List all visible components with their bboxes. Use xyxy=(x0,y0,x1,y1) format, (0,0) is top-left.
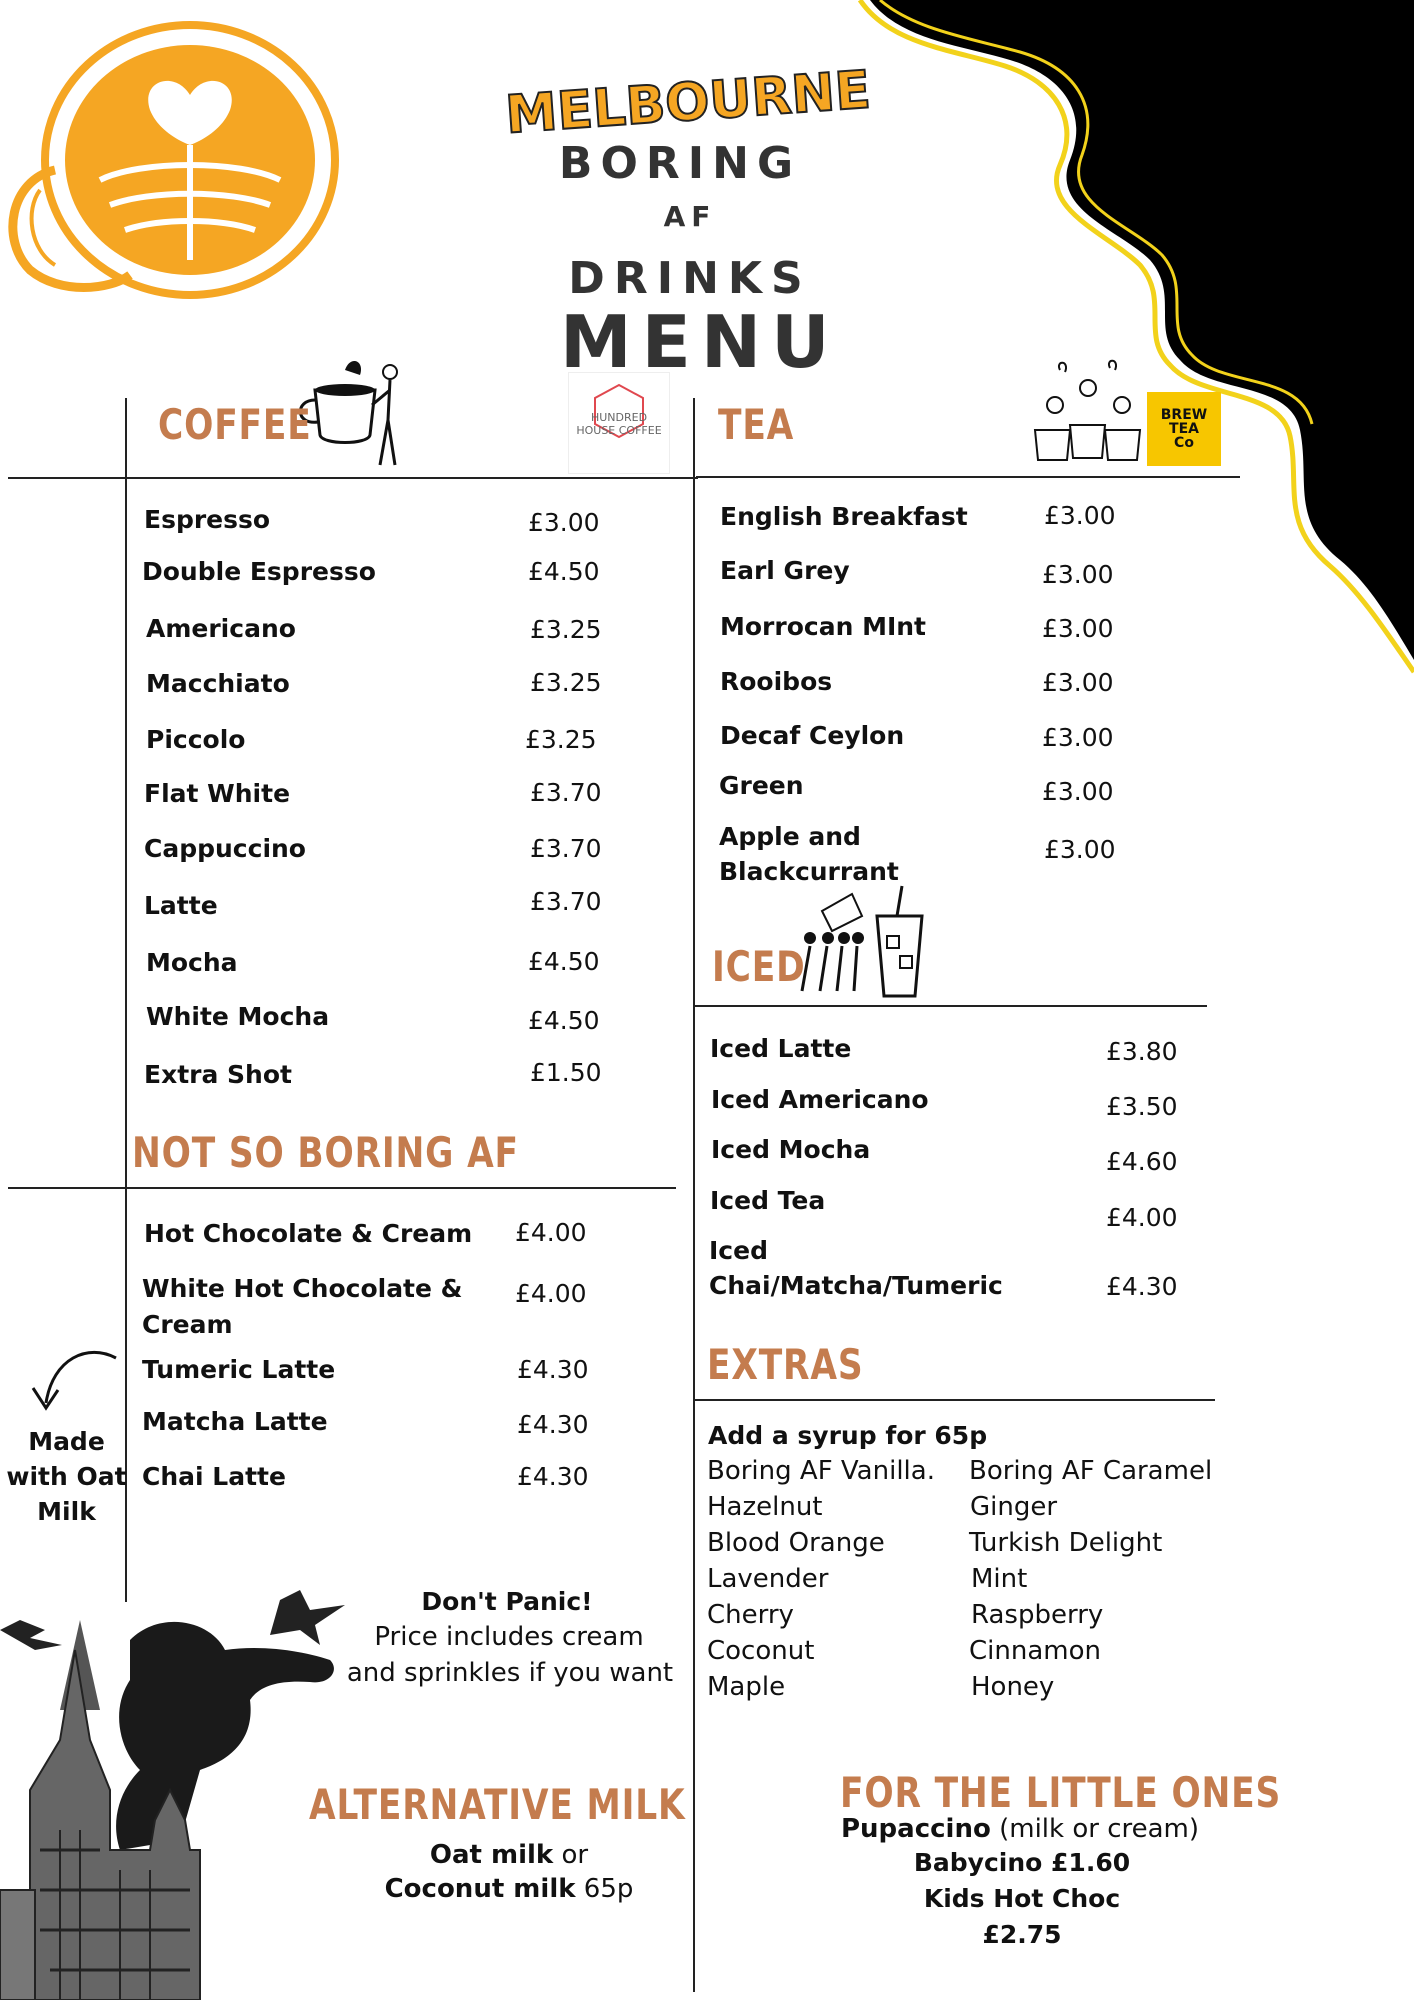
tea-item-price: £3.00 xyxy=(1044,501,1116,530)
syrup-left: Boring AF Vanilla. xyxy=(707,1456,935,1486)
alt-milk-line2 xyxy=(339,1874,679,1904)
coffee-item-name: Latte xyxy=(144,891,218,920)
extras-heading: EXTRAS xyxy=(707,1340,864,1389)
not-so-boring-item-price: £4.30 xyxy=(517,1462,589,1491)
logo-text: MELBOURNE xyxy=(503,60,873,146)
tea-item-price: £3.00 xyxy=(1042,723,1114,752)
brew-tea-line1: BREW xyxy=(1160,407,1208,423)
coffee-item-name: Double Espresso xyxy=(142,557,376,586)
iced-heading: ICED xyxy=(712,942,806,991)
syrup-right: Raspberry xyxy=(971,1600,1104,1630)
title-drinks: DRINKS xyxy=(568,253,812,304)
pupaccino-note: (milk or cream) xyxy=(990,1814,1200,1844)
logo-melbourne xyxy=(503,58,873,148)
oat-note-line3: Milk xyxy=(37,1497,96,1526)
coffee-item-price: £4.50 xyxy=(528,947,600,976)
tea-item-price: £3.00 xyxy=(1042,668,1114,697)
syrup-right: Turkish Delight xyxy=(969,1528,1163,1558)
brew-tea-line2: TEA xyxy=(1169,421,1199,437)
oat-note-line2: with Oat xyxy=(6,1462,127,1491)
not-so-boring-item-price: £4.00 xyxy=(515,1279,587,1308)
not-so-boring-item-price: £4.30 xyxy=(517,1355,589,1384)
latte-cup-illustration xyxy=(0,20,345,320)
coffee-item-price: £4.50 xyxy=(528,557,600,586)
tea-heading: TEA xyxy=(718,400,795,449)
graffiti-logo-icon xyxy=(503,58,873,148)
tea-item-name: Decaf Ceylon xyxy=(720,721,905,750)
coffee-item-price: £1.50 xyxy=(530,1058,602,1087)
iced-item-name: Iced Latte xyxy=(710,1034,852,1063)
hundred-house-logo xyxy=(568,372,670,474)
tea-item-name: Green xyxy=(719,771,804,800)
center-rule xyxy=(693,398,695,1992)
syrup-right: Mint xyxy=(971,1564,1028,1594)
not-so-boring-item-price: £4.00 xyxy=(515,1218,587,1247)
iced-drink-illustration xyxy=(792,886,927,1001)
coffee-item-name: Mocha xyxy=(146,948,238,977)
alt-milk-price: 65p xyxy=(575,1874,634,1904)
not-so-boring-item-name: Matcha Latte xyxy=(142,1407,328,1436)
syrup-right: Boring AF Caramel xyxy=(969,1456,1213,1486)
tea-item-name: Earl Grey xyxy=(720,556,850,585)
syrup-right: Ginger xyxy=(970,1492,1058,1522)
not-so-boring-item-name: Hot Chocolate & Cream xyxy=(144,1219,473,1248)
coffee-item-name: Flat White xyxy=(144,779,291,808)
title-boring: BORING xyxy=(558,138,802,189)
iced-item-name: Iced Americano xyxy=(711,1085,929,1114)
coffee-heading: COFFEE xyxy=(158,400,312,449)
syrup-title: Add a syrup for 65p xyxy=(708,1421,988,1450)
tea-divider xyxy=(696,476,1240,478)
coffee-item-name: White Mocha xyxy=(146,1002,330,1031)
not-so-boring-item-name: Chai Latte xyxy=(142,1462,286,1491)
coffee-item-price: £3.70 xyxy=(530,887,602,916)
syrup-left: Hazelnut xyxy=(707,1492,823,1522)
title-af: AF xyxy=(663,200,717,233)
iced-item-price: £3.50 xyxy=(1106,1092,1178,1121)
iced-item-price: £3.80 xyxy=(1106,1037,1178,1066)
syrup-right: Honey xyxy=(971,1672,1055,1702)
coffee-divider xyxy=(8,477,698,479)
iced-item-price: £4.00 xyxy=(1106,1203,1178,1232)
iced-item-price: £4.60 xyxy=(1106,1147,1178,1176)
hundred-house-text: HUNDRED HOUSE COFFEE xyxy=(576,411,662,437)
kids-hot-choc: Kids Hot Choc xyxy=(923,1884,1121,1913)
tea-item-price: £3.00 xyxy=(1042,777,1114,806)
coffee-item-price: £3.25 xyxy=(530,615,602,644)
coffee-item-price: £3.70 xyxy=(530,778,602,807)
tea-item-price: £3.00 xyxy=(1042,560,1114,589)
extras-divider xyxy=(693,1399,1215,1401)
tea-item-name: Apple and xyxy=(719,822,861,851)
coffee-item-price: £3.25 xyxy=(525,725,597,754)
not-so-boring-item-price: £4.30 xyxy=(517,1410,589,1439)
coffee-item-name: Macchiato xyxy=(146,669,290,698)
alt-milk-heading: ALTERNATIVE MILK xyxy=(309,1780,686,1829)
syrup-left: Blood Orange xyxy=(707,1528,885,1558)
not-so-boring-divider xyxy=(8,1187,676,1189)
not-so-boring-item-name: White Hot Chocolate & xyxy=(142,1274,463,1303)
alt-milk-coconut: Coconut milk xyxy=(384,1874,576,1904)
brew-tea-badge xyxy=(1147,392,1221,466)
syrup-left: Lavender xyxy=(707,1564,829,1594)
iced-item-name: Iced Tea xyxy=(710,1186,826,1215)
tea-item-name: Morrocan MInt xyxy=(720,612,927,641)
iced-divider xyxy=(693,1005,1207,1007)
iced-item-name: Iced Mocha xyxy=(711,1135,871,1164)
kids-hot-choc-price: £2.75 xyxy=(982,1920,1062,1949)
coffee-item-price: £3.00 xyxy=(528,508,600,537)
syrup-left: Cherry xyxy=(707,1600,794,1630)
coffee-item-price: £4.50 xyxy=(528,1006,600,1035)
alt-milk-oat: Oat milk xyxy=(429,1840,554,1870)
coffee-item-name: Extra Shot xyxy=(144,1060,292,1089)
tea-item-name: Rooibos xyxy=(720,667,833,696)
coffee-left-rule xyxy=(125,398,127,1602)
dont-panic-title: Don't Panic! xyxy=(421,1587,593,1616)
not-so-boring-item-name-line2: Cream xyxy=(142,1310,233,1339)
syrup-left: Coconut xyxy=(707,1636,815,1666)
little-ones-heading: FOR THE LITTLE ONES xyxy=(840,1768,1282,1817)
iced-item-price: £4.30 xyxy=(1106,1272,1178,1301)
brew-tea-line3: Co xyxy=(1174,435,1194,451)
coffee-item-name: Cappuccino xyxy=(144,834,306,863)
curved-arrow-icon xyxy=(28,1348,120,1414)
not-so-boring-heading: NOT SO BORING AF xyxy=(132,1128,519,1177)
not-so-boring-item-name: Tumeric Latte xyxy=(142,1355,336,1384)
pupaccino-name: Pupaccino xyxy=(840,1814,991,1844)
dont-panic-line1: Price includes cream xyxy=(374,1622,644,1652)
title-menu: MENU xyxy=(560,300,840,384)
tea-item-name-line2: Blackcurrant xyxy=(719,857,899,886)
iced-item-name-line2: Chai/Matcha/Tumeric xyxy=(709,1271,1003,1300)
coffee-item-name: Americano xyxy=(146,614,296,643)
coffee-item-name: Espresso xyxy=(144,505,271,534)
alt-milk-or: or xyxy=(553,1840,589,1870)
syrup-right: Cinnamon xyxy=(969,1636,1101,1666)
tea-item-name: English Breakfast xyxy=(720,502,968,531)
coffee-item-price: £3.25 xyxy=(530,668,602,697)
coffee-item-price: £3.70 xyxy=(530,834,602,863)
coffee-item-name: Piccolo xyxy=(146,725,246,754)
babycino-line: Babycino £1.60 xyxy=(913,1848,1131,1877)
oat-note-line1: Made xyxy=(28,1427,105,1456)
tea-friends-illustration xyxy=(1030,360,1145,470)
tea-item-price: £3.00 xyxy=(1042,614,1114,643)
iced-item-name: Iced xyxy=(709,1236,768,1265)
pupaccino-line xyxy=(790,1814,1250,1844)
alt-milk-line1 xyxy=(359,1840,659,1870)
dont-panic-line2: and sprinkles if you want xyxy=(346,1658,674,1688)
syrup-left: Maple xyxy=(707,1672,786,1702)
tea-item-price: £3.00 xyxy=(1044,835,1116,864)
